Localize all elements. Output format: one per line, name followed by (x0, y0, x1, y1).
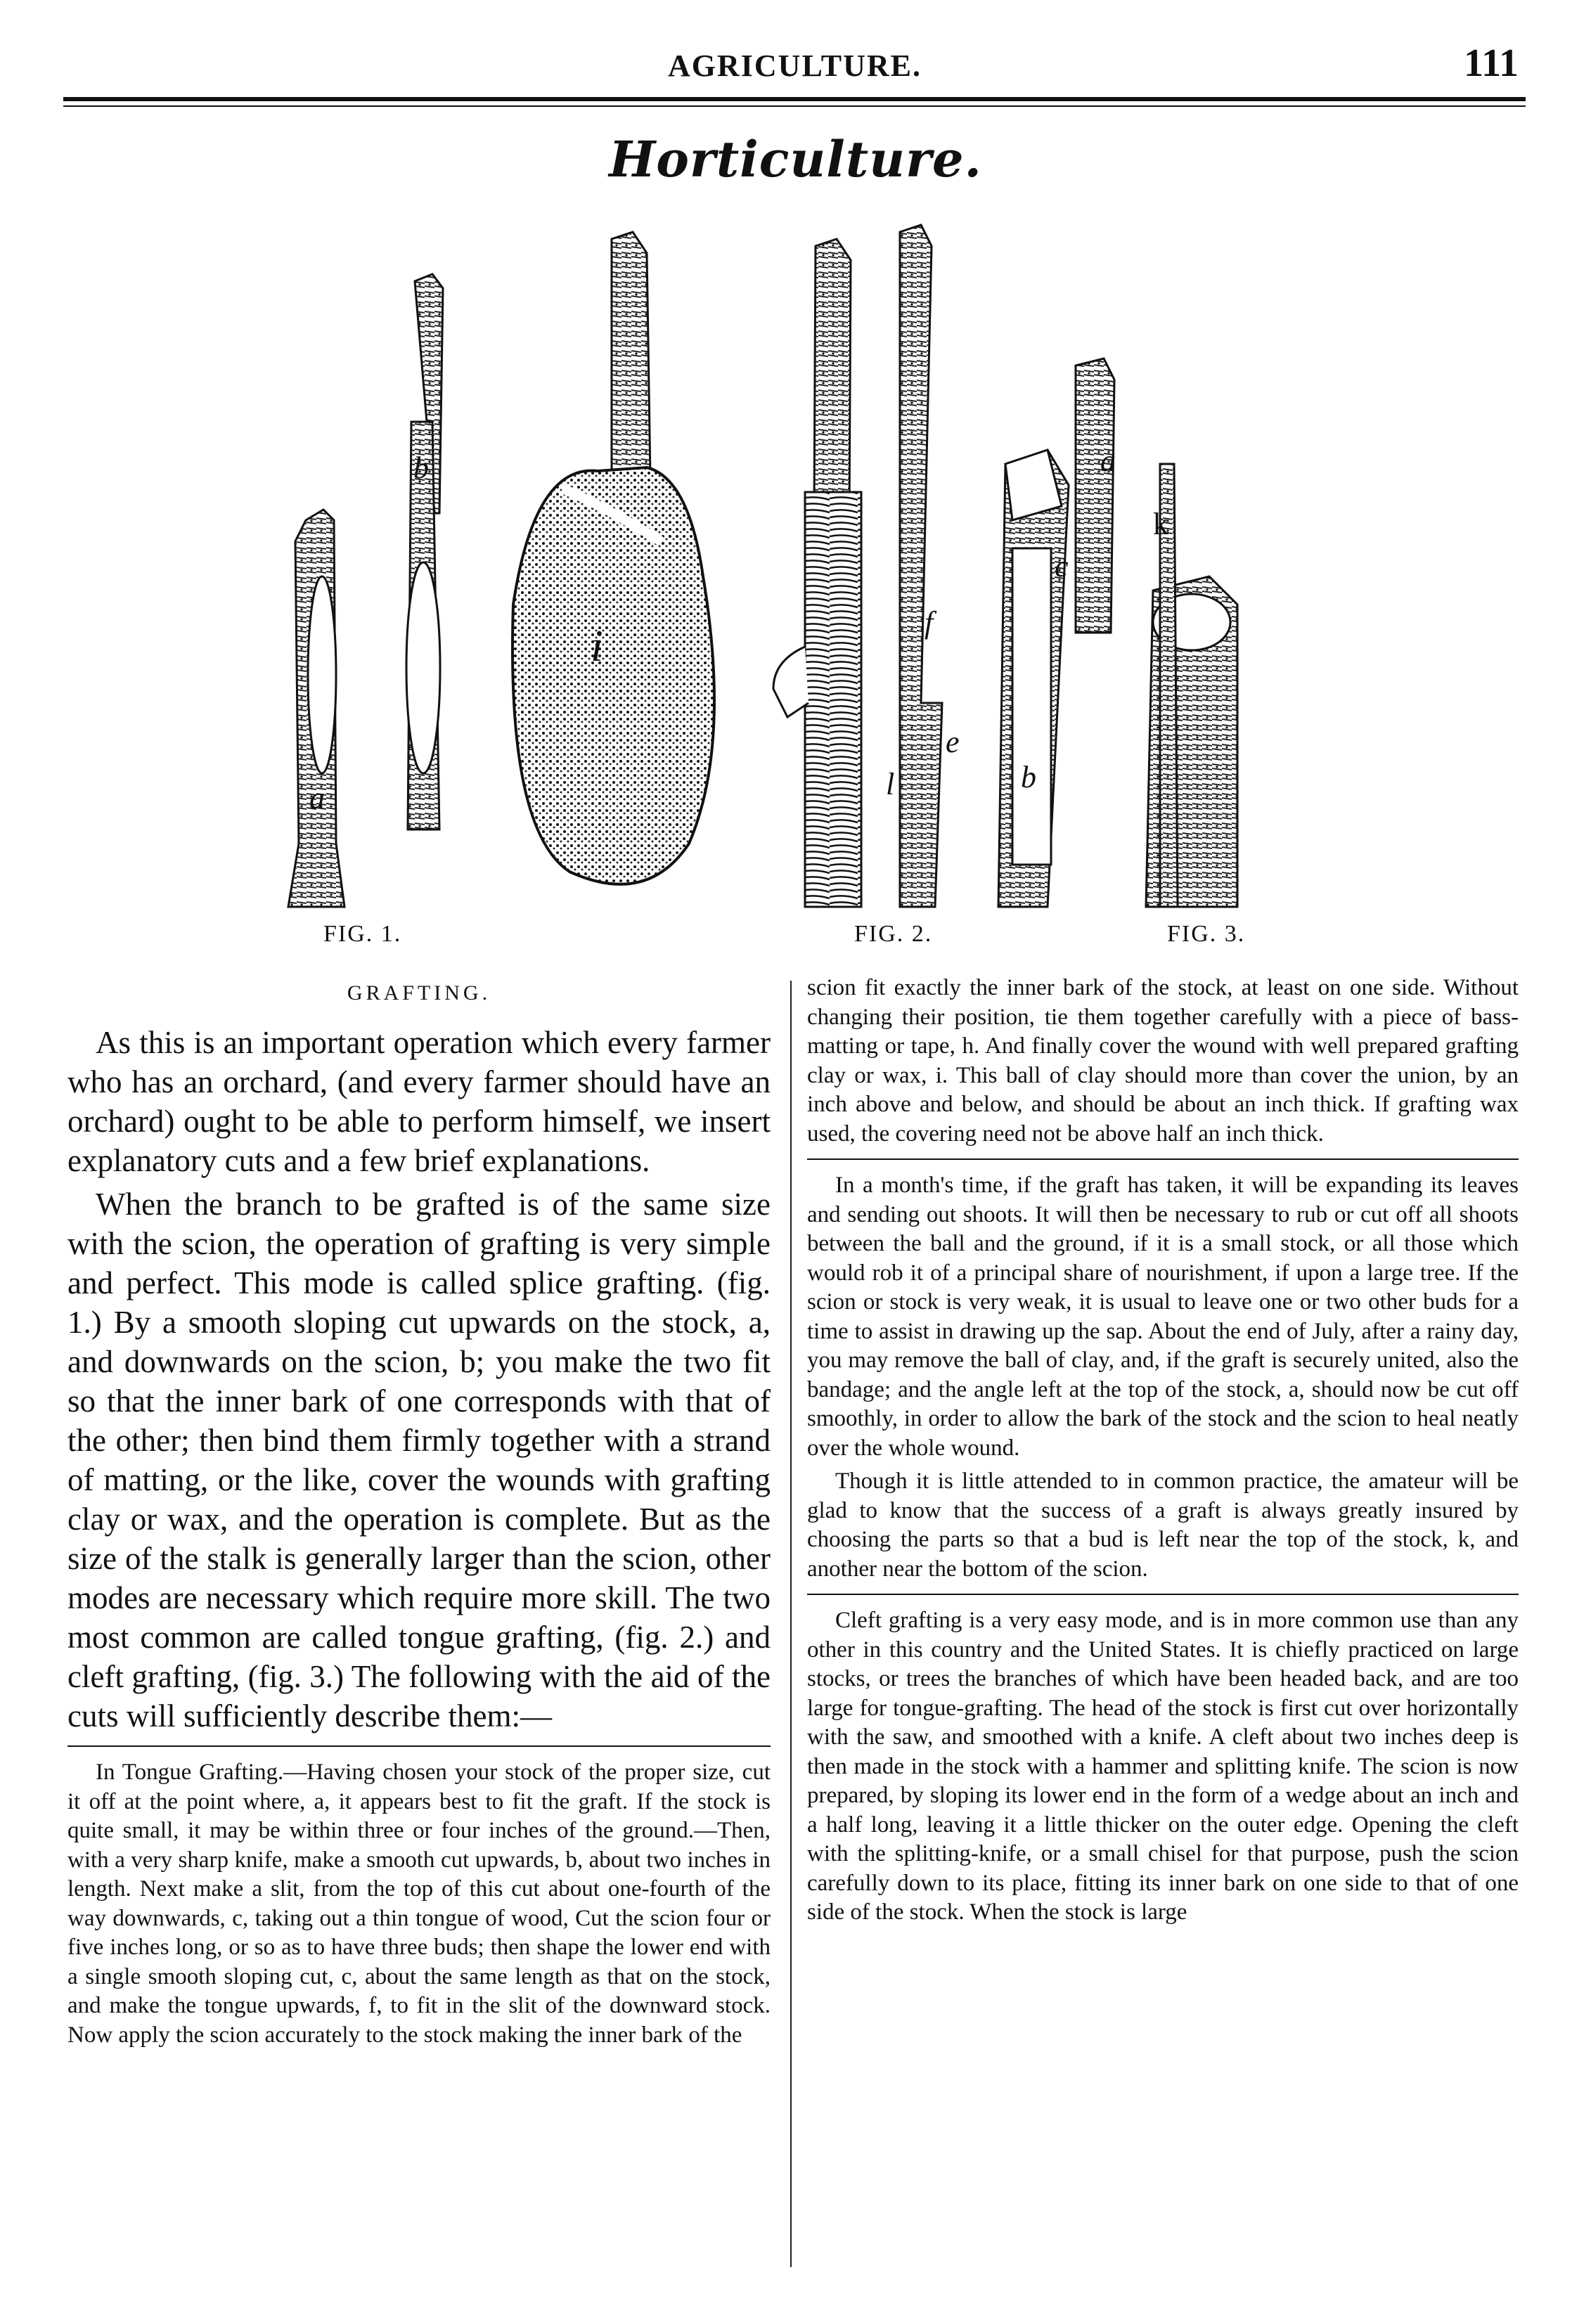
fig2-drawing (513, 225, 942, 907)
figure-caption-3: FIG. 3. (1167, 921, 1246, 947)
paragraph: When the branch to be grafted is of the same size with the scion, the operation of grafting is very simple and perfect. This mode is called splice grafting. (fig. 1.) By a smooth sloping cut upwards on the stock, a, and downwards on the scion, b; you make the two fit so that the inner bark of one corresponds with that of the other; then bind them firmly together with a strand of matting, or the like, cover the wounds with grafting clay or wax, and the operation is complete. But as the size of the stalk is generally larger than the scion, other modes are necessary which require more skill. The two most common are called tongue grafting, (fig. 2.) and cleft grafting, (fig. 3.) The following with the aid of the cuts will sufficiently describe them:— (67, 1187, 771, 1734)
fig-letter-b2: b (1021, 760, 1036, 794)
grafting-illustration (267, 211, 1294, 914)
figure-caption-2: FIG. 2. (854, 921, 933, 947)
figure-caption-1: FIG. 1. (323, 921, 402, 947)
column-divider (790, 981, 792, 2267)
fig-letter-a2: a (1100, 444, 1116, 478)
article-heading: GRAFTING. (347, 981, 491, 1005)
paragraph: Cleft grafting is a very easy mode, and is in more common use than any other in this country and the United States. It is chiefly practiced on large stocks, or trees the branches of which have been headed back, and are too large for tongue-grafting. The head of the stock is first cut over horizontally with the saw, and smoothed with a knife. A cleft about two inches deep is then made in the stock with a hammer and splitting knife. The scion is now prepared, by sloping its lower end in the form of a wedge about an inch and a half long, leaving it a little thicker on the outer edge. Opening the cleft with the splitting-knife, or a small chisel for that purpose, push the scion carefully down to its place, fitting its inner bark on one side to that of one side of the stock. When the stock is large (807, 1608, 1519, 1925)
fig-letter-k: k (1153, 507, 1168, 541)
running-title: AGRICULTURE. (668, 49, 922, 83)
running-header (63, 41, 1526, 104)
fig-letter-b: b (413, 451, 429, 485)
paragraph: As this is an important operation which every farmer who has an orchard, (and every farmer should have an orchard) ought to be able to perform himself, we insert explanatory cuts and a few brief explanations. (67, 1025, 771, 1178)
fig-letter-a: a (309, 781, 325, 815)
paragraph: Though it is little attended to in common practice, the amateur will be glad to know that the success of a graft is always greatly insured by choosing the parts so that a bud is left near the top of the stock, k, and another near the bottom of the scion. (807, 1468, 1519, 1582)
fig-letter-l: l (886, 767, 895, 801)
fig-letter-f: f (925, 605, 934, 640)
paragraph: In Tongue Grafting.—Having chosen your stock of the proper size, cut it off at the point where, a, it appears best to fit the graft. If the stock is quite small, it may be within three or four inches of the ground.—Then, with a very sharp knife, make a smooth cut upwards, b, about two inches in length. Next make a slit, from the top of this cut about one-fourth of the way downwards, c, taking out a thin tongue of wood, Cut the scion four or five inches long, or so as to have three buds; then shape the lower end with a single smooth sloping cut, c, about the same length as that on the stock, and make the tongue upwards, f, to fit in the slit of the downward stock. Now apply the scion accurately to the stock making the inner bark of the (67, 1760, 771, 2048)
fig-letter-e: e (946, 725, 960, 759)
left-column (67, 974, 771, 2054)
paragraph: scion fit exactly the inner bark of the stock, at least on one side. Without changing their position, tie them together carefully with a piece of bass-matting or tape, h. And finally cover the wound with well prepared grafting clay or wax, i. This ball of clay should more than cover the union, by an inch above and below, and should be about an inch thick. If grafting wax used, the covering need not be above half an inch thick. (807, 975, 1519, 1147)
header-rule-thick (63, 97, 1526, 101)
column-rule (67, 1745, 771, 1747)
column-rule (807, 1594, 1519, 1595)
column-rule (807, 1158, 1519, 1160)
fig-letter-c: c (1055, 549, 1069, 583)
right-column (807, 974, 1519, 1932)
header-rule-thin (63, 105, 1526, 107)
paragraph: In a month's time, if the graft has taken, it will be expanding its leaves and sending out shoots. It will then be necessary to rub or cut off all shoots between the ball and the ground, if it is a small stock, or all those which would rob it of a principal share of nourishment, if upon a large tree. If the scion or stock is very weak, it is usual to leave one or two other buds for a time to assist in drawing up the sap. About the end of July, after a rainy day, you may remove the ball of clay, and, if the graft is securely united, also the bandage; and the angle left at the top of the stock, a, should now be cut off smoothly, in order to allow the bark of the stock and the scion to heal neatly over the whole wound. (807, 1173, 1519, 1461)
fig-letter-i: i (591, 621, 603, 671)
page-number: 111 (1464, 41, 1519, 85)
fig3-drawing (998, 359, 1237, 907)
section-title: Horticulture. (609, 130, 982, 188)
